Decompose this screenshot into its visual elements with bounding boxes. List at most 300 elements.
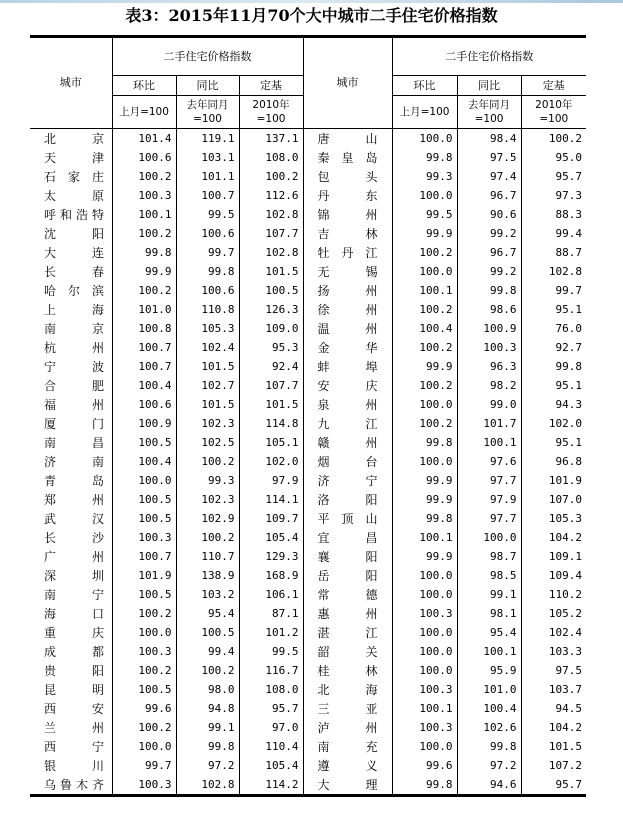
table-row	[30, 281, 586, 300]
city-name-cell	[30, 243, 112, 262]
fixed-value: 95.1	[521, 433, 586, 452]
city-name-cell	[30, 148, 112, 167]
table-row	[30, 300, 586, 319]
fixed-value: 94.5	[521, 699, 586, 718]
city-name-cell	[303, 300, 392, 319]
city-name: 西宁	[44, 740, 104, 754]
yoy-value: 101.7	[457, 414, 521, 433]
city-name-cell	[303, 699, 392, 718]
yoy-value: 103.2	[176, 585, 239, 604]
yoy-value: 95.4	[176, 604, 239, 623]
mom-value: 100.2	[112, 167, 176, 186]
city-name: 乌鲁木齐	[44, 778, 104, 792]
yoy-value: 99.5	[176, 205, 239, 224]
city-name-cell	[303, 566, 392, 585]
table-row	[30, 585, 586, 604]
yoy-value: 99.4	[176, 642, 239, 661]
city-name: 九江	[317, 417, 378, 431]
table-row	[30, 452, 586, 471]
mom-value: 99.8	[392, 148, 457, 167]
table-row	[30, 566, 586, 585]
city-name: 贵阳	[44, 664, 104, 678]
yoy-value: 100.6	[176, 281, 239, 300]
table-row	[30, 490, 586, 509]
table-row	[30, 756, 586, 775]
yoy-value: 101.5	[176, 357, 239, 376]
city-name-cell	[30, 566, 112, 585]
city-name-cell	[30, 680, 112, 699]
city-name-cell	[30, 376, 112, 395]
fixed-value: 92.4	[239, 357, 303, 376]
city-name-cell	[30, 490, 112, 509]
yoy-value: 100.1	[457, 433, 521, 452]
yoy-value: 100.6	[176, 224, 239, 243]
base-yoy: 去年同月=100	[457, 96, 521, 129]
city-name-cell	[30, 737, 112, 756]
mom-value: 100.3	[392, 604, 457, 623]
fixed-value: 107.2	[521, 756, 586, 775]
yoy-value: 90.6	[457, 205, 521, 224]
city-name: 金华	[317, 341, 378, 355]
mom-value: 100.7	[112, 547, 176, 566]
fixed-value: 99.4	[521, 224, 586, 243]
mom-value: 100.7	[112, 357, 176, 376]
city-name-cell	[303, 395, 392, 414]
table-row	[30, 186, 586, 205]
city-name-cell	[303, 509, 392, 528]
mom-value: 100.0	[112, 471, 176, 490]
mom-value: 100.2	[392, 243, 457, 262]
yoy-value: 94.8	[176, 699, 239, 718]
city-name-cell	[30, 642, 112, 661]
city-name: 海口	[44, 607, 104, 621]
yoy-value: 100.2	[176, 661, 239, 680]
yoy-value: 101.0	[457, 680, 521, 699]
fixed-value: 94.3	[521, 395, 586, 414]
base-mom: 上月=100	[112, 96, 176, 129]
fixed-value: 101.9	[521, 471, 586, 490]
city-name-cell	[303, 319, 392, 338]
fixed-value: 109.1	[521, 547, 586, 566]
yoy-value: 99.8	[176, 262, 239, 281]
yoy-value: 100.2	[176, 452, 239, 471]
yoy-value: 98.0	[176, 680, 239, 699]
mom-value: 99.9	[392, 224, 457, 243]
fixed-value: 108.0	[239, 680, 303, 699]
mom-value: 99.9	[392, 547, 457, 566]
city-name-cell	[303, 528, 392, 547]
city-name-cell	[303, 642, 392, 661]
fixed-value: 95.7	[521, 775, 586, 796]
city-name: 牡丹江	[317, 246, 378, 260]
fixed-value: 168.9	[239, 566, 303, 585]
fixed-value: 97.0	[239, 718, 303, 737]
city-name-cell	[30, 167, 112, 186]
fixed-value: 137.1	[239, 129, 303, 149]
group-header: 二手住宅价格指数	[112, 37, 303, 76]
mom-value: 100.0	[392, 262, 457, 281]
fixed-value: 101.2	[239, 623, 303, 642]
city-name: 烟台	[317, 455, 378, 469]
city-name-cell	[30, 756, 112, 775]
city-name: 石家庄	[44, 170, 104, 184]
table-row	[30, 129, 586, 149]
mom-value: 101.0	[112, 300, 176, 319]
yoy-value: 99.8	[457, 281, 521, 300]
yoy-value: 99.1	[457, 585, 521, 604]
city-name: 锦州	[317, 208, 378, 222]
fixed-value: 116.7	[239, 661, 303, 680]
yoy-value: 102.3	[176, 490, 239, 509]
city-name-cell	[303, 680, 392, 699]
city-name: 平顶山	[317, 512, 378, 526]
city-name: 常德	[317, 588, 378, 602]
yoy-value: 100.7	[176, 186, 239, 205]
fixed-value: 97.3	[521, 186, 586, 205]
mom-value: 100.4	[392, 319, 457, 338]
yoy-value: 119.1	[176, 129, 239, 149]
mom-value: 99.9	[392, 471, 457, 490]
fixed-value: 114.1	[239, 490, 303, 509]
mom-value: 99.9	[112, 262, 176, 281]
fixed-value: 101.5	[239, 395, 303, 414]
mom-value: 100.2	[112, 281, 176, 300]
yoy-value: 99.8	[457, 737, 521, 756]
mom-value: 100.2	[112, 718, 176, 737]
yoy-value: 98.5	[457, 566, 521, 585]
mom-value: 100.5	[112, 509, 176, 528]
mom-value: 100.0	[112, 623, 176, 642]
city-name: 重庆	[44, 626, 104, 640]
city-name: 韶关	[317, 645, 378, 659]
fixed-value: 95.0	[521, 148, 586, 167]
city-name: 银川	[44, 759, 104, 773]
mom-value: 99.7	[112, 756, 176, 775]
mom-value: 100.6	[112, 148, 176, 167]
table-row	[30, 699, 586, 718]
city-name-cell	[30, 338, 112, 357]
city-name: 宁波	[44, 360, 104, 374]
city-name: 惠州	[317, 607, 378, 621]
mom-value: 100.3	[112, 775, 176, 796]
fixed-value: 114.2	[239, 775, 303, 796]
fixed-value: 100.5	[239, 281, 303, 300]
yoy-value: 100.9	[457, 319, 521, 338]
city-name-cell	[30, 509, 112, 528]
fixed-value: 102.8	[239, 243, 303, 262]
city-name: 呼和浩特	[44, 208, 104, 222]
city-name: 长沙	[44, 531, 104, 545]
table-row	[30, 205, 586, 224]
city-name-cell	[30, 186, 112, 205]
table-row	[30, 623, 586, 642]
fixed-value: 101.5	[239, 262, 303, 281]
fixed-value: 97.9	[239, 471, 303, 490]
mom-value: 100.2	[112, 224, 176, 243]
city-name: 青岛	[44, 474, 104, 488]
city-name: 南昌	[44, 436, 104, 450]
city-name-cell	[30, 471, 112, 490]
yoy-value: 95.9	[457, 661, 521, 680]
yoy-value: 96.7	[457, 243, 521, 262]
city-name-cell	[303, 490, 392, 509]
city-name: 长春	[44, 265, 104, 279]
yoy-value: 97.7	[457, 471, 521, 490]
yoy-value: 101.5	[176, 395, 239, 414]
yoy-value: 100.5	[176, 623, 239, 642]
city-name: 扬州	[317, 284, 378, 298]
city-name-cell	[303, 452, 392, 471]
city-name: 杭州	[44, 341, 104, 355]
mom-value: 100.3	[112, 528, 176, 547]
city-name: 大理	[317, 778, 378, 792]
group-header: 二手住宅价格指数	[392, 37, 586, 76]
city-name: 广州	[44, 550, 104, 564]
fixed-value: 107.0	[521, 490, 586, 509]
city-name: 温州	[317, 322, 378, 336]
yoy-value: 102.9	[176, 509, 239, 528]
mom-value: 100.1	[392, 281, 457, 300]
mom-value: 99.8	[392, 433, 457, 452]
city-name: 丹东	[317, 189, 378, 203]
base-fixed: 2010年=100	[239, 96, 303, 129]
city-name-cell	[303, 718, 392, 737]
fixed-value: 95.1	[521, 300, 586, 319]
mom-value: 100.3	[112, 186, 176, 205]
yoy-value: 102.6	[457, 718, 521, 737]
city-name-cell	[303, 129, 392, 149]
city-name: 深圳	[44, 569, 104, 583]
mom-value: 101.4	[112, 129, 176, 149]
mom-value: 100.2	[112, 604, 176, 623]
yoy-value: 105.3	[176, 319, 239, 338]
city-name-cell	[30, 452, 112, 471]
city-name: 济宁	[317, 474, 378, 488]
mom-value: 99.9	[392, 357, 457, 376]
city-name: 西安	[44, 702, 104, 716]
mom-value: 100.2	[392, 300, 457, 319]
fixed-value: 104.2	[521, 528, 586, 547]
mom-value: 100.0	[392, 623, 457, 642]
table-row	[30, 642, 586, 661]
fixed-value: 92.7	[521, 338, 586, 357]
col-header-fixed: 定基	[521, 76, 586, 96]
yoy-value: 100.3	[457, 338, 521, 357]
city-name-cell	[30, 224, 112, 243]
mom-value: 100.2	[392, 376, 457, 395]
city-name: 吉林	[317, 227, 378, 241]
base-fixed: 2010年=100	[521, 96, 586, 129]
table-row	[30, 262, 586, 281]
mom-value: 100.0	[112, 737, 176, 756]
city-name-cell	[30, 319, 112, 338]
mom-value: 100.3	[392, 680, 457, 699]
fixed-value: 101.5	[521, 737, 586, 756]
city-name: 北海	[317, 683, 378, 697]
city-name-cell	[30, 547, 112, 566]
city-name-cell	[303, 357, 392, 376]
city-name: 兰州	[44, 721, 104, 735]
city-name-cell	[303, 281, 392, 300]
yoy-value: 99.2	[457, 224, 521, 243]
mom-value: 100.2	[392, 338, 457, 357]
mom-value: 100.0	[392, 452, 457, 471]
city-name: 泸州	[317, 721, 378, 735]
city-name: 南京	[44, 322, 104, 336]
fixed-value: 87.1	[239, 604, 303, 623]
city-name: 武汉	[44, 512, 104, 526]
city-name-cell	[30, 661, 112, 680]
mom-value: 100.6	[112, 395, 176, 414]
yoy-value: 99.8	[176, 737, 239, 756]
yoy-value: 99.7	[176, 243, 239, 262]
mom-value: 100.5	[112, 490, 176, 509]
city-name: 济南	[44, 455, 104, 469]
city-name: 福州	[44, 398, 104, 412]
mom-value: 100.5	[112, 680, 176, 699]
city-name: 唐山	[317, 132, 378, 146]
city-name: 徐州	[317, 303, 378, 317]
city-name-cell	[303, 737, 392, 756]
mom-value: 100.0	[392, 737, 457, 756]
city-name-cell	[30, 281, 112, 300]
mom-value: 99.5	[392, 205, 457, 224]
yoy-value: 97.5	[457, 148, 521, 167]
yoy-value: 97.4	[457, 167, 521, 186]
top-banner	[0, 0, 623, 3]
page-title: 表3：2015年11月70个大中城市二手住宅价格指数	[125, 6, 498, 25]
fixed-value: 99.5	[239, 642, 303, 661]
yoy-value: 97.6	[457, 452, 521, 471]
city-name-cell	[303, 604, 392, 623]
city-name: 岳阳	[317, 569, 378, 583]
mom-value: 100.4	[112, 376, 176, 395]
mom-value: 100.1	[112, 205, 176, 224]
city-name: 襄阳	[317, 550, 378, 564]
city-name: 泉州	[317, 398, 378, 412]
table-row	[30, 243, 586, 262]
city-name-cell	[303, 756, 392, 775]
mom-value: 100.0	[392, 395, 457, 414]
table-row	[30, 509, 586, 528]
yoy-value: 100.1	[457, 642, 521, 661]
fixed-value: 103.3	[521, 642, 586, 661]
fixed-value: 88.3	[521, 205, 586, 224]
base-mom: 上月=100	[392, 96, 457, 129]
table-row	[30, 224, 586, 243]
fixed-value: 105.1	[239, 433, 303, 452]
city-name-cell	[30, 718, 112, 737]
city-name-cell	[303, 167, 392, 186]
table-row	[30, 319, 586, 338]
city-name-cell	[30, 129, 112, 149]
fixed-value: 96.8	[521, 452, 586, 471]
yoy-value: 102.4	[176, 338, 239, 357]
yoy-value: 98.2	[457, 376, 521, 395]
city-name-cell	[303, 148, 392, 167]
city-name-cell	[303, 243, 392, 262]
mom-value: 100.2	[112, 661, 176, 680]
fixed-value: 95.1	[521, 376, 586, 395]
city-name-cell	[30, 414, 112, 433]
mom-value: 100.4	[112, 452, 176, 471]
yoy-value: 97.2	[457, 756, 521, 775]
table-row	[30, 338, 586, 357]
yoy-value: 102.8	[176, 775, 239, 796]
yoy-value: 98.7	[457, 547, 521, 566]
mom-value: 100.9	[112, 414, 176, 433]
city-name-cell	[30, 623, 112, 642]
city-name: 太原	[44, 189, 104, 203]
fixed-value: 95.7	[239, 699, 303, 718]
mom-value: 100.1	[392, 699, 457, 718]
mom-value: 100.0	[392, 129, 457, 149]
yoy-value: 97.7	[457, 509, 521, 528]
yoy-value: 98.4	[457, 129, 521, 149]
city-name-cell	[303, 414, 392, 433]
mom-value: 100.2	[392, 414, 457, 433]
fixed-value: 109.0	[239, 319, 303, 338]
fixed-value: 105.4	[239, 756, 303, 775]
fixed-value: 102.0	[239, 452, 303, 471]
fixed-value: 103.7	[521, 680, 586, 699]
mom-value: 100.3	[112, 642, 176, 661]
city-name-cell	[303, 224, 392, 243]
yoy-value: 102.7	[176, 376, 239, 395]
fixed-value: 109.4	[521, 566, 586, 585]
yoy-value: 99.0	[457, 395, 521, 414]
yoy-value: 101.1	[176, 167, 239, 186]
fixed-value: 95.7	[521, 167, 586, 186]
mom-value: 100.5	[112, 585, 176, 604]
yoy-value: 102.3	[176, 414, 239, 433]
col-header-yoy: 同比	[176, 76, 239, 96]
fixed-value: 102.0	[521, 414, 586, 433]
mom-value: 99.8	[392, 509, 457, 528]
city-name-cell	[303, 205, 392, 224]
city-name: 秦皇岛	[317, 151, 378, 165]
fixed-value: 107.7	[239, 376, 303, 395]
city-name-cell	[303, 262, 392, 281]
fixed-value: 104.2	[521, 718, 586, 737]
city-name: 遵义	[317, 759, 378, 773]
fixed-value: 76.0	[521, 319, 586, 338]
table-row	[30, 737, 586, 756]
city-name-cell	[30, 585, 112, 604]
city-name: 郑州	[44, 493, 104, 507]
city-name: 宜昌	[317, 531, 378, 545]
city-name-cell	[303, 186, 392, 205]
city-name: 赣州	[317, 436, 378, 450]
yoy-value: 99.1	[176, 718, 239, 737]
city-name: 南充	[317, 740, 378, 754]
yoy-value: 97.2	[176, 756, 239, 775]
yoy-value: 96.7	[457, 186, 521, 205]
yoy-value: 99.2	[457, 262, 521, 281]
city-name-cell	[303, 433, 392, 452]
city-name-cell	[303, 376, 392, 395]
mom-value: 100.0	[392, 661, 457, 680]
mom-value: 99.6	[392, 756, 457, 775]
mom-value: 100.0	[392, 642, 457, 661]
fixed-value: 110.2	[521, 585, 586, 604]
fixed-value: 105.3	[521, 509, 586, 528]
mom-value: 100.0	[392, 186, 457, 205]
col-header-fixed: 定基	[239, 76, 303, 96]
table-row	[30, 395, 586, 414]
city-name-cell	[30, 205, 112, 224]
city-name-cell	[30, 395, 112, 414]
